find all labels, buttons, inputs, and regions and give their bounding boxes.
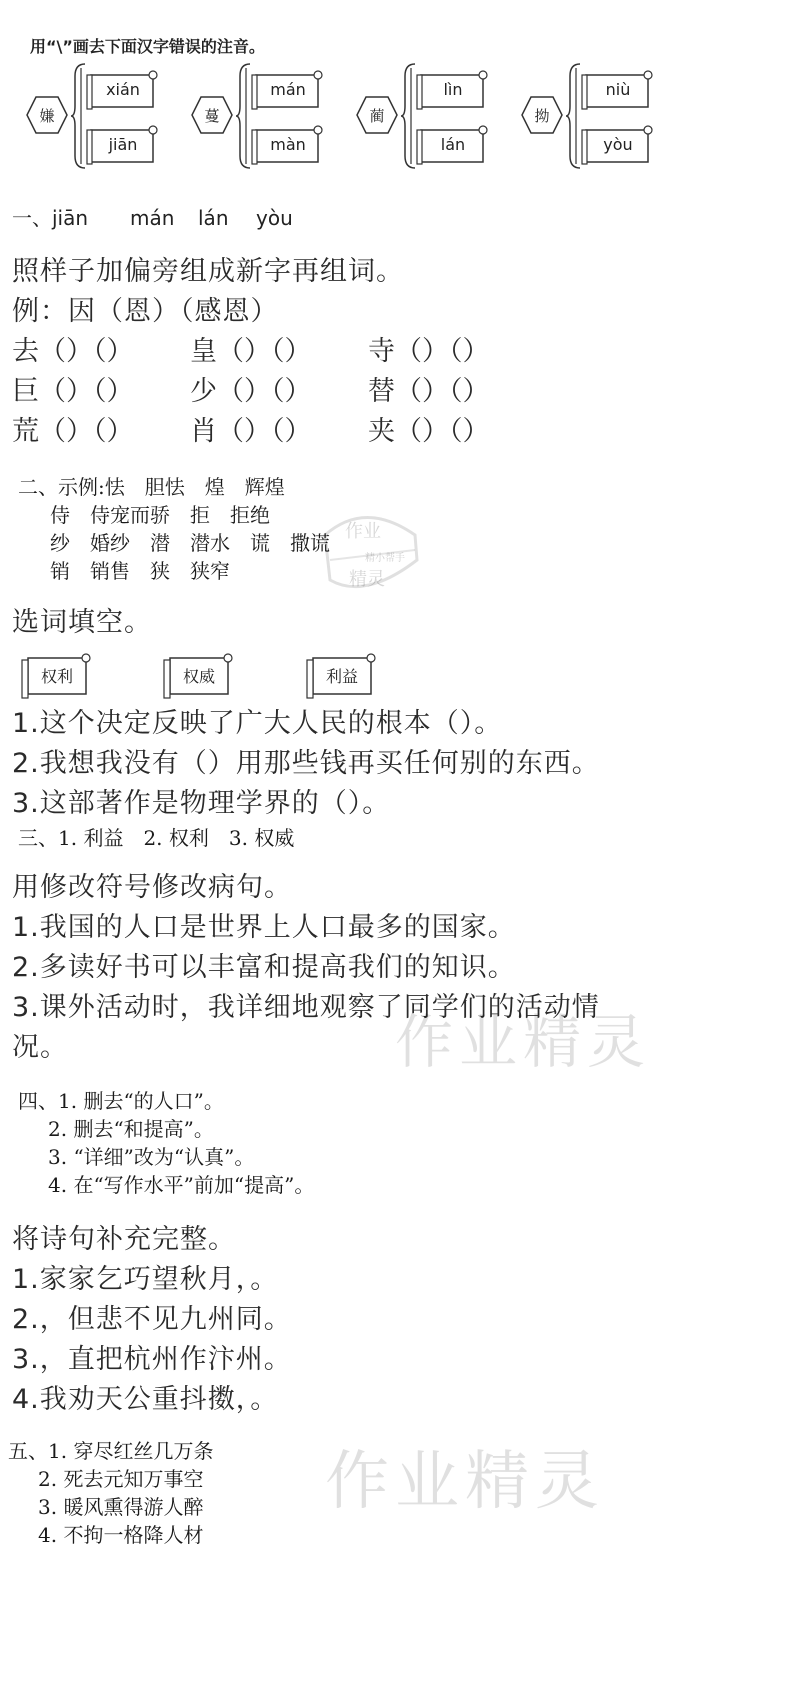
pinyin-scroll [415,70,489,110]
pinyin-scroll [415,125,489,165]
pinyin-label: màn [270,134,306,154]
pinyin-label: mán [270,79,306,99]
section4-title: 用修改符号修改病句。 [12,872,292,903]
word-scroll [20,650,92,700]
char-hexagon [190,95,234,135]
section2-answer-line: 纱 婚纱 潜 潜水 谎 撒谎 [50,531,330,555]
watermark-text: 作业 [345,521,381,542]
pinyin-label: lán [440,134,466,154]
word-scroll [162,650,234,700]
watermark-mid: 作业精灵 [395,1008,652,1076]
word-scroll [305,650,377,700]
section5-question: 3.，直把杭州作汴州。 [12,1344,292,1375]
section5-answer-line: 3. 暖风熏得游人醉 [38,1495,204,1519]
section5-title: 将诗句补充完整。 [12,1224,236,1255]
char-row [12,414,546,450]
pinyin-label: yòu [603,134,633,154]
char-cell: 皇（）（） [190,336,312,367]
pinyin-label: xián [106,79,140,99]
pinyin-scroll [580,70,654,110]
pinyin-label: niù [605,79,631,99]
word-label: 利益 [325,666,358,686]
section4-question: 1.我国的人口是世界上人口最多的国家。 [12,912,516,943]
section5-answer-line: 2. 死去元知万事空 [38,1467,204,1491]
section4-question: 3.课外活动时，我详细地观察了同学们的活动情 [12,992,600,1023]
char-cell: 夹（）（） [368,416,490,447]
char-cell: 荒（）（） [12,416,134,447]
char-cell: 巨（）（） [12,376,134,407]
section2-answer-line: 侍 侍宠而骄 拒 拒绝 [50,503,270,527]
answer-item: lán [198,206,229,230]
watermark-text: 精小帮手 [365,553,405,564]
section4-answer-line: 四、1. 删去“的人口”。 [18,1089,224,1113]
section3-question: 2.我想我没有（）用那些钱再买任何别的东西。 [12,748,600,779]
section3-answer: 三、1. 利益 2. 权利 3. 权威 [18,826,295,850]
section3-question-cut [12,786,712,819]
pinyin-scroll [250,125,324,165]
char-row [12,334,546,370]
char-hexagon [520,95,564,135]
section3-question: 1.这个决定反映了广大人民的根本（）。 [12,708,503,739]
answer-item: jiān [52,206,89,230]
char-cell: 去（）（） [12,336,134,367]
word-label: 权威 [182,666,215,686]
section5-answer-line: 五、1. 穿尽红丝几万条 [8,1439,214,1463]
char-cell: 少（）（） [190,376,312,407]
section3-question: 3.这部著作是物理学界的（）。 [12,788,391,819]
hanzi-char: 拗 [534,106,550,125]
section5-question: 4.我劝天公重抖擞，。 [12,1384,279,1415]
section1-answer [12,205,312,235]
section2-answer-line: 二、示例:怯 胆怯 煌 辉煌 [18,475,285,499]
answer-prefix: 一、 [12,206,52,230]
section1-instruction: 用“\”画去下面汉字错误的注音。 [30,37,265,56]
pinyin-scroll [85,70,159,110]
char-hexagon [355,95,399,135]
answer-item: yòu [256,206,293,230]
section5-question: 2.，但悲不见九州同。 [12,1304,292,1335]
pinyin-scroll [580,125,654,165]
pinyin-scroll [85,125,159,165]
section5-question: 1.家家乞巧望秋月，。 [12,1264,279,1295]
char-hexagon [25,95,69,135]
char-cell: 替（）（） [368,376,490,407]
hanzi-char: 嫌 [39,106,55,125]
section4-question: 况。 [12,1032,68,1063]
section2-example: 例：因（恩）（感恩） [12,296,279,327]
hanzi-char: 蔺 [369,106,385,125]
answer-item: mán [130,206,175,230]
pinyin-scroll [250,70,324,110]
section4-question: 2.多读好书可以丰富和提高我们的知识。 [12,952,516,983]
hanzi-char: 蔓 [204,106,220,125]
section2-answer-line: 销 销售 狭 狭窄 [50,559,230,583]
char-cell: 肖（）（） [190,416,312,447]
watermark-bottom: 作业精灵 [325,1445,605,1519]
char-cell: 寺（）（） [368,336,490,367]
watermark-text: 精灵 [349,569,385,590]
section3-title: 选词填空。 [12,607,152,638]
pinyin-label: lìn [443,79,463,99]
pinyin-label: jiān [108,134,138,154]
word-label: 权利 [40,666,73,686]
section4-answer-line: 4. 在“写作水平”前加“提高”。 [48,1173,315,1197]
char-row [12,374,546,410]
watermark-badge [305,505,425,605]
section4-answer-line: 3. “详细”改为“认真”。 [48,1145,255,1169]
section2-title: 照样子加偏旁组成新字再组词。 [12,256,404,287]
section5-answer-line: 4. 不拘一格降人材 [38,1523,204,1547]
section4-answer-line: 2. 删去“和提高”。 [48,1117,214,1141]
